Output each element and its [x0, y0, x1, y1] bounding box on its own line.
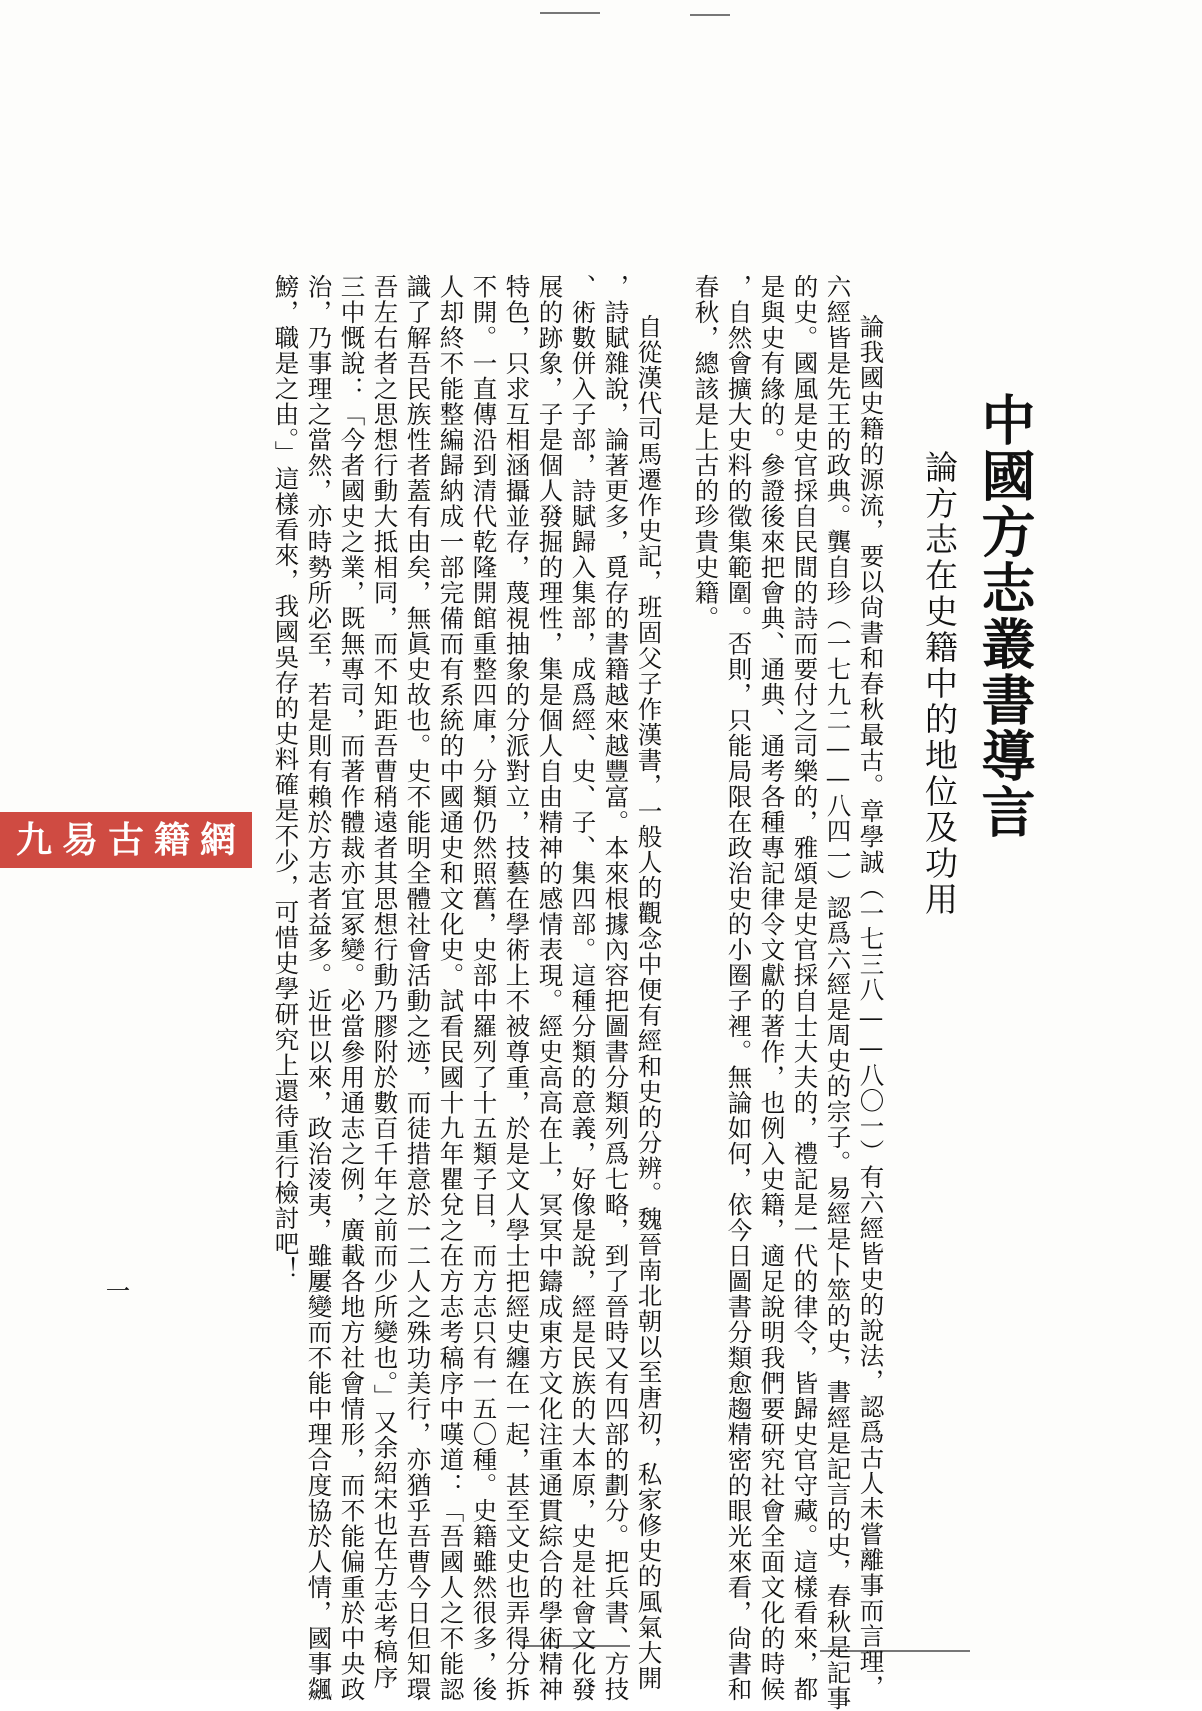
text-column: ，自然會擴大史料的徵集範圍。否則，只能局限在政治史的小圈子裡。無論如何，依今日圖書分類愈趨精密的眼光來看，尙書和: [724, 274, 754, 1702]
scan-speck: [690, 14, 730, 16]
page-title: 中國方志叢書導言: [973, 392, 1036, 840]
text-column: 吾左右者之思想行動大抵相同，而不知距吾曹稍遠者其思想行動乃膠附於數百千年之前而少所變也。」又余紹宋也在方志考稿序: [370, 274, 400, 1690]
text-column: 自從漢代司馬遷作史記，班固父子作漢書，一般人的觀念中便有經和史的分辨。魏晉南北朝以至唐初，私家修史的風氣大開: [634, 314, 664, 1691]
text-column: 六經皆是先王的政典。龔自珍（一七九二——八四一）認爲六經是周史的宗子。易經是卜筮的史，書經是記言的史，春秋是記事: [823, 274, 853, 1711]
text-column: 三中慨說：「今者國史之業，既無專司，而著作體裁亦宜冢變。必當參用通志之例，廣載各地方社會情形，而不能偏重於中央政: [337, 274, 367, 1702]
text-column: 論我國史籍的源流，要以尙書和春秋最古。章學誠（一七三八——八〇一）有六經皆史的說法，認爲古人未嘗離事而言理，: [856, 314, 886, 1700]
text-column: 是與史有緣的。參證後來把會典、通典、通考各種專記律令文獻的著作，也例入史籍，適足說明我們要研究社會全面文化的時候: [757, 274, 787, 1702]
text-column: 識了解吾民族性者蓋有由矣，無眞史故也。史不能明全體社會活動之迹，而徒措意於一二人之殊功美行，亦猶乎吾曹今日但知環: [403, 274, 433, 1702]
text-column: 特色，只求互相涵攝並存，蔑視抽象的分派對立，技藝在學術上不被尊重，於是文人學士把經史纏在一起，甚至文史也弄得分拆: [502, 274, 532, 1702]
text-column: 人却終不能整編歸納成一部完備而有系統的中國通史和文化史。試看民國十九年瞿兌之在方志考稿序中嘆道：「吾國人之不能認: [436, 274, 466, 1702]
text-column: 鰟，職是之由。」這樣看來，我國吳存的史料確是不少，可惜史學研究上還待重行檢討吧！: [271, 274, 301, 1282]
text-column: ，詩賦雜說，論著更多，覓存的書籍越來越豐富。本來根據內容把圖書分類列爲七略，到了晉時又有四部的劃分。把兵書、方技: [601, 274, 631, 1702]
text-column: 的史。國風是史官採自民間的詩而要付之司樂的，雅頌是史官採自士大夫的，禮記是一代的律令，皆歸史官守藏。這樣看來，都: [790, 274, 820, 1702]
page-subtitle: 論方志在史籍中的地位及功用: [920, 450, 959, 918]
text-column: 展的跡象，子是個人發掘的理性，集是個人自由精神的感情表現。經史高高在上，冥冥中鑄成東方文化注重通貫綜合的學術精神: [535, 274, 565, 1702]
page-number: 一: [102, 1278, 132, 1304]
watermark-banner: 九易古籍網: [0, 812, 252, 868]
text-column: 治，乃事理之當然，亦時勢所必至，若是則有賴於方志者益多。近世以來，政治淩夷，雖屢變而不能中理合度協於人情，國事飊: [304, 274, 334, 1702]
text-column: 、術數併入子部，詩賦歸入集部，成爲經、史、子、集四部。這種分類的意義，好像是說，經是民族的大本原，史是社會文化發: [568, 274, 598, 1702]
text-column: 不開。一直傳沿到清代乾隆開館重整四庫，分類仍然照舊，史部中羅列了十五類子目，而方志只有一五〇種。史籍雖然很多，後: [469, 274, 499, 1702]
text-column: 春秋，總該是上古的珍貴史籍。: [691, 274, 721, 631]
scan-speck: [540, 12, 600, 14]
